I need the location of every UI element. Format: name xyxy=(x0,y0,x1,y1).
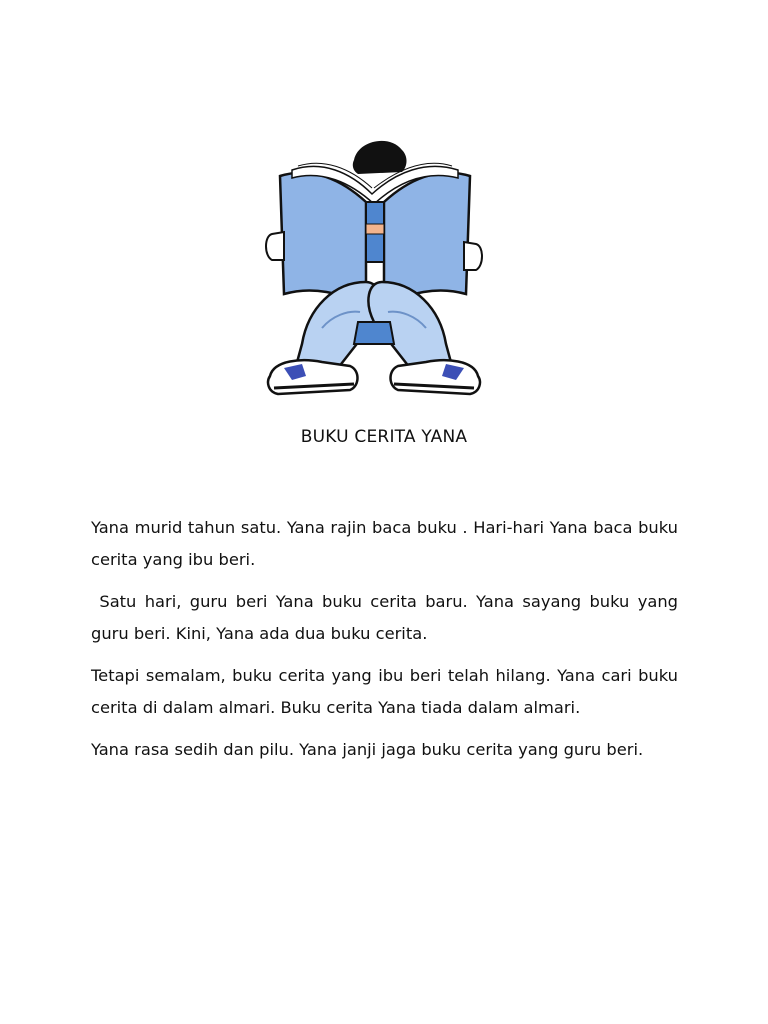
story-paragraph-2: Satu hari, guru beri Yana buku cerita baru. Yana sayang buku yang guru beri. Kini, Yana ada dua buku cerita. xyxy=(91,592,684,643)
story-title: BUKU CERITA YANA xyxy=(300,427,468,447)
child-reading-book-icon xyxy=(262,132,486,402)
story-paragraph-1: Yana murid tahun satu. Yana rajin baca buku . Hari-hari Yana baca buku cerita yang ibu beri. xyxy=(91,518,678,569)
story-paragraph-4: Yana rasa sedih dan pilu. Yana janji jaga buku cerita yang guru beri. xyxy=(91,740,644,759)
story-paragraph-3: Tetapi semalam, buku cerita yang ibu beri telah hilang. Yana cari buku cerita di dalam almari. Buku cerita Yana tiada dalam almari. xyxy=(91,666,678,717)
story-body xyxy=(91,512,684,776)
